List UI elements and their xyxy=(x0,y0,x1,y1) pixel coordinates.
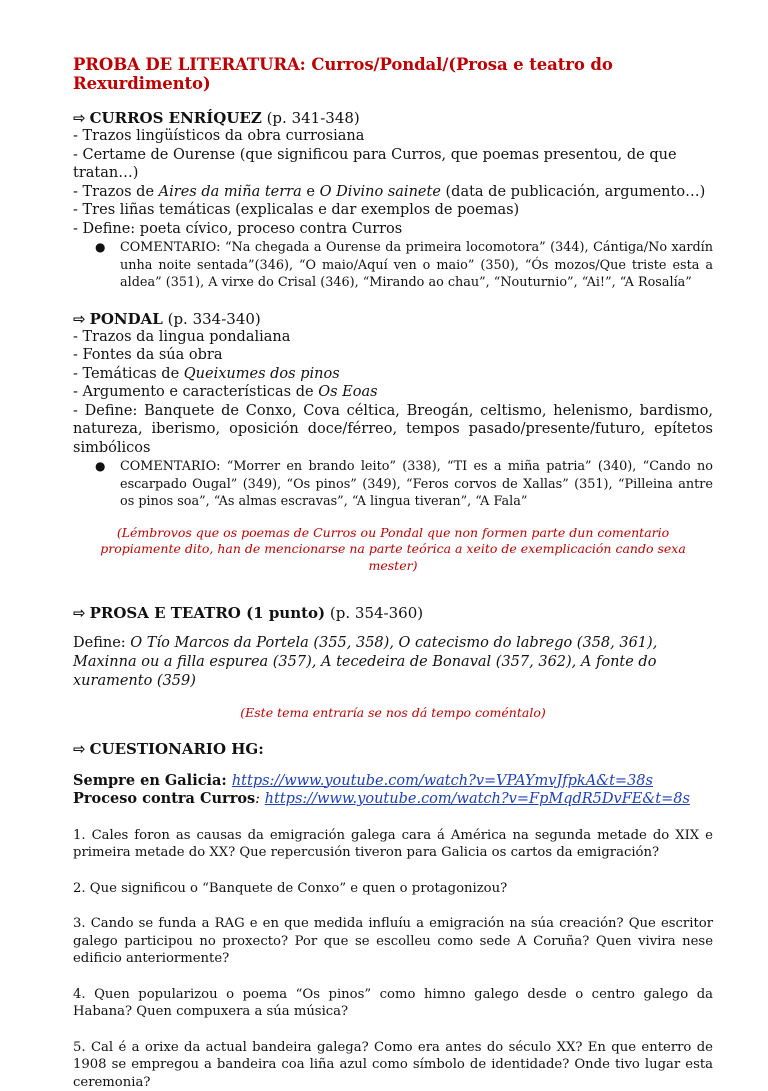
prosa-pages: (p. 354-360) xyxy=(325,604,423,622)
prosa-works: O Tío Marcos da Portela (355, 358), O catecismo do labrego (358, 361), Maxinna ou a filla espurea (357), A tecedeira de Bonaval (357, 362), A fonte do xuramento (359) xyxy=(73,635,657,689)
pondal-heading xyxy=(73,310,713,328)
question: 1. Cales foron as causas da emigración galega cara á América na segunda metade do XIX e primeira metade do XX? Que repercusión tiveron para Galicia os cartos da emigración? xyxy=(73,827,713,862)
link-row-sempre xyxy=(73,772,713,791)
pondal-pages: (p. 334-340) xyxy=(163,310,261,328)
pondal-item-text: - Temáticas de xyxy=(73,366,184,382)
curros-item: - Trazos lingüísticos da obra currosiana xyxy=(73,127,713,146)
pondal-note: (Lémbrovos que os poemas de Curros ou Pondal que non formen parte dun comentario propiamente dito, han de mencionarse na parte teórica a xeito de exemplicación cando sexa mester) xyxy=(73,525,713,575)
link2-label: Proceso contra Curros xyxy=(73,790,255,807)
pondal-heading-text: PONDAL xyxy=(90,310,163,328)
proceso-contra-curros-link[interactable]: https://www.youtube.com/watch?v=FpMqdR5DvFE&t=8s xyxy=(265,791,690,807)
curros-item: - Certame de Ourense (que significou para Curros, que poemas presentou, de que tratan…) xyxy=(73,146,713,183)
curros-item xyxy=(73,183,713,202)
curros-item-text: - Trazos de xyxy=(73,184,159,200)
pondal-item xyxy=(73,383,713,402)
question: 2. Que significou o “Banquete de Conxo” e quen o protagonizou? xyxy=(73,880,713,898)
curros-item-text: e xyxy=(302,184,320,200)
prosa-heading xyxy=(73,604,713,622)
link1-label: Sempre en Galicia: xyxy=(73,772,232,789)
arrow-right-icon: ⇨ xyxy=(73,740,86,758)
arrow-right-icon: ⇨ xyxy=(73,604,86,622)
pondal-comentario xyxy=(73,458,713,511)
bullet-icon: ● xyxy=(95,239,105,257)
cuestionario-heading xyxy=(73,740,713,758)
link2-sep: : xyxy=(255,791,265,807)
work-title: Aires da miña terra xyxy=(159,184,302,200)
link-row-proceso xyxy=(73,790,713,809)
bullet-icon: ● xyxy=(95,458,105,476)
question: 4. Quen popularizou o poema “Os pinos” como himno galego desde o centro galego da Habana? Quen compuxera a súa música? xyxy=(73,986,713,1021)
sempre-en-galicia-link[interactable]: https://www.youtube.com/watch?v=VPAYmvJfpkA&t=38s xyxy=(232,773,653,789)
work-title: O Divino sainete xyxy=(320,184,441,200)
prosa-heading-text: PROSA E TEATRO (1 punto) xyxy=(90,604,326,622)
curros-item: - Define: poeta cívico, proceso contra Curros xyxy=(73,220,713,239)
curros-heading xyxy=(73,109,713,127)
pondal-item xyxy=(73,365,713,384)
curros-item: - Tres liñas temáticas (explicalas e dar exemplos de poemas) xyxy=(73,201,713,220)
pondal-item: - Trazos da lingua pondaliana xyxy=(73,328,713,347)
arrow-right-icon: ⇨ xyxy=(73,109,86,127)
prosa-define xyxy=(73,634,713,691)
arrow-right-icon: ⇨ xyxy=(73,310,86,328)
curros-heading-text: CURROS ENRÍQUEZ xyxy=(90,109,262,127)
curros-comentario-text: COMENTARIO: “Na chegada a Ourense da primeira locomotora” (344), Cántiga/No xardín unha noite sentada”(346), “O maio/Aquí ven o maio” (350), “Ós mozos/Que triste esta a aldea” (351), A virxe do Crisal (346), “Mirando ao chau”, “Nouturnio”, “Ai!”, “A Rosalía” xyxy=(120,240,713,290)
work-title: Queixumes dos pinos xyxy=(184,366,340,382)
curros-item-text: (data de publicación, argumento…) xyxy=(441,184,705,200)
work-title: Os Eoas xyxy=(318,384,377,400)
curros-comentario xyxy=(73,239,713,292)
pondal-item: - Fontes da súa obra xyxy=(73,346,713,365)
document-title: PROBA DE LITERATURA: Curros/Pondal/(Prosa e teatro do Rexurdimento) xyxy=(73,55,713,93)
prosa-note: (Este tema entraría se nos dá tempo coméntalo) xyxy=(73,705,713,722)
question: 3. Cando se funda a RAG e en que medida influíu a emigración na súa creación? Que escritor galego participou no proxecto? Por que se escolleu como sede A Coruña? Quen vivira nese edificio anteriormente? xyxy=(73,915,713,968)
prosa-define-label: Define: xyxy=(73,635,130,651)
pondal-define: - Define: Banquete de Conxo, Cova céltica, Breogán, celtismo, helenismo, bardismo, natureza, iberismo, oposición doce/férreo, tempos pasado/presente/futuro, epítetos simbólicos xyxy=(73,402,713,458)
question: 5. Cal é a orixe da actual bandeira galega? Como era antes do século XX? En que enterro de 1908 se empregou a bandeira coa liña azul como símbolo de identidade? Onde tivo lugar esta ceremonia? xyxy=(73,1039,713,1091)
curros-pages: (p. 341-348) xyxy=(262,109,360,127)
pondal-item-text: - Argumento e características de xyxy=(73,384,318,400)
pondal-comentario-text: COMENTARIO: “Morrer en brando leito” (338), “TI es a miña patria” (340), “Cando no escarpado Ougal” (349), “Os pinos” (349), “Feros corvos de Xallas” (351), “Pilleina antre os pinos soa”, “As almas escravas”, “A lingua tiveran”, “A Fala” xyxy=(120,459,713,509)
cuestionario-heading-text: CUESTIONARIO HG: xyxy=(90,740,264,758)
